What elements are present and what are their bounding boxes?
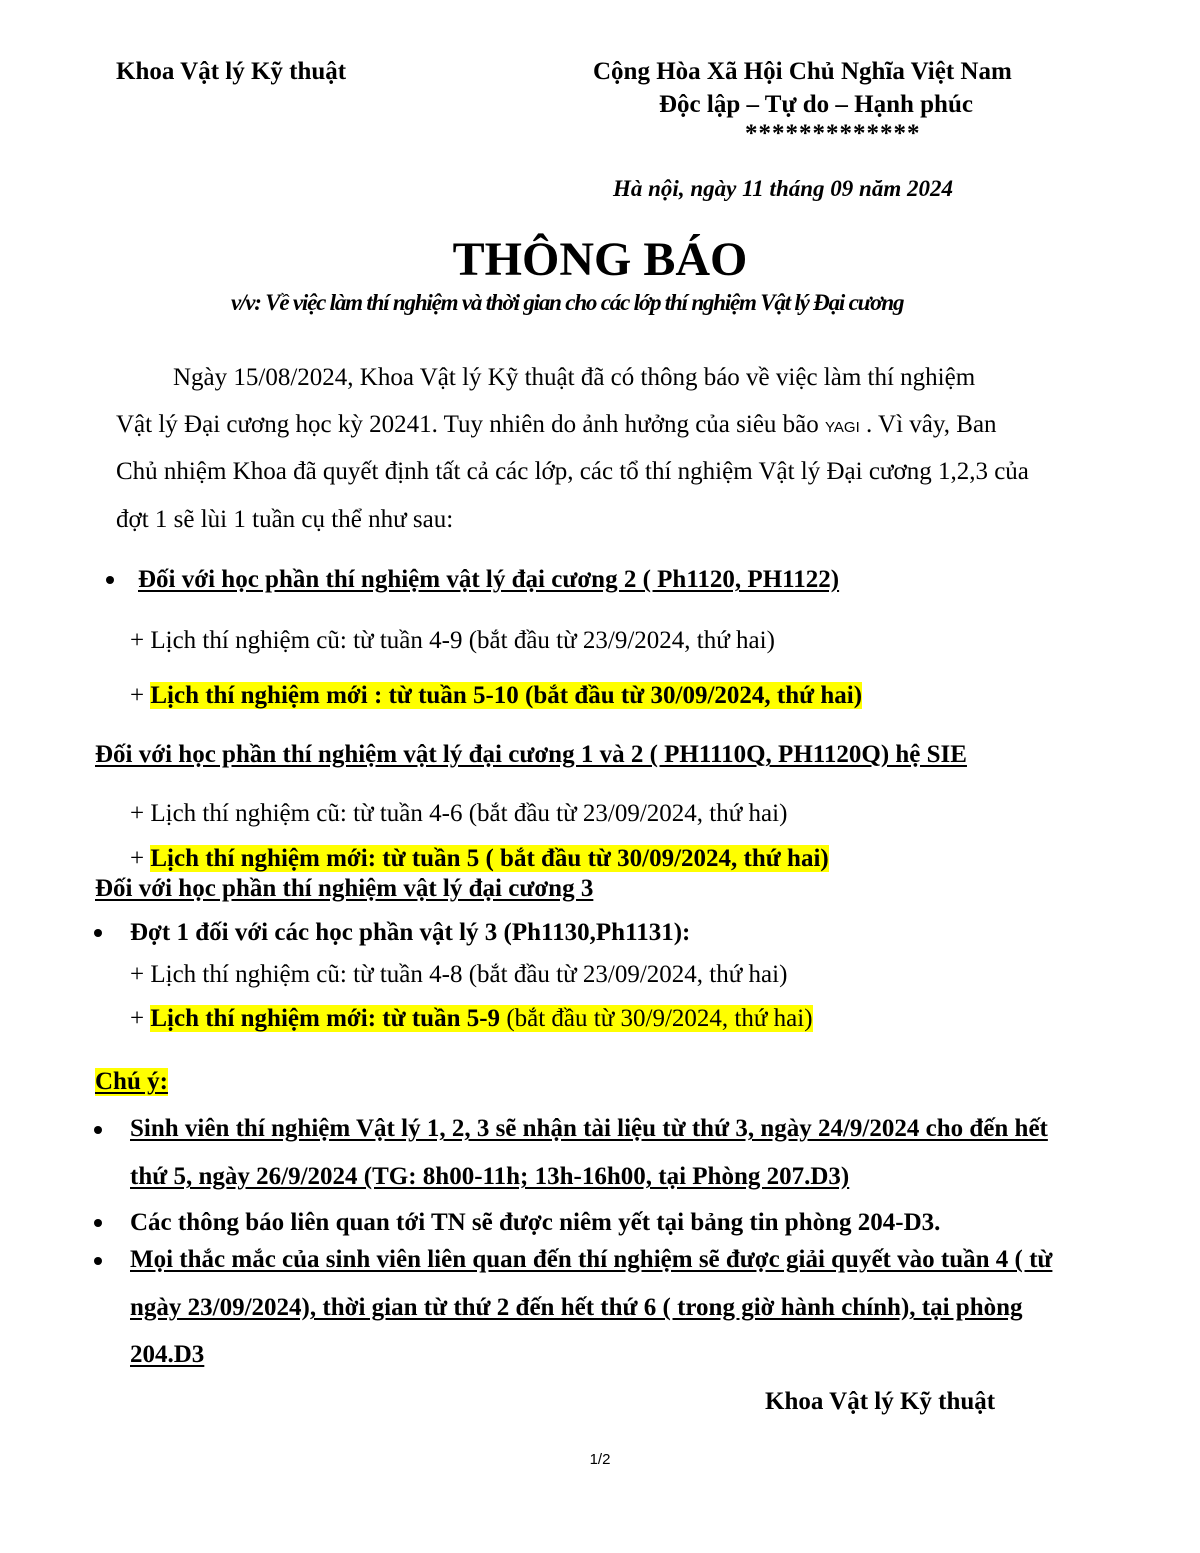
section1-old-schedule: + Lịch thí nghiệm cũ: từ tuần 4-9 (bắt đầu từ 23/9/2024, thứ hai): [130, 627, 775, 654]
page-title: THÔNG BÁO: [452, 233, 748, 286]
note-heading: Chú ý:: [95, 1068, 168, 1095]
intro-line-4: đợt 1 sẽ lùi 1 tuần cụ thể như sau:: [116, 506, 454, 533]
signature: Khoa Vật lý Kỹ thuật: [765, 1388, 996, 1415]
bullet-icon: [94, 929, 102, 937]
section3-bullet: Đợt 1 đối với các học phần vật lý 3 (Ph1130,Ph1131):: [130, 919, 691, 946]
page-number: 1/2: [589, 1451, 611, 1468]
bullet-icon: [94, 1257, 102, 1265]
section3-heading: Đối với học phần thí nghiệm vật lý đại cương 3: [95, 875, 594, 902]
intro-line-1: Ngày 15/08/2024, Khoa Vật lý Kỹ thuật đã có thông báo về việc làm thí nghiệm: [173, 364, 976, 391]
section1-new-schedule: + Lịch thí nghiệm mới : từ tuần 5-10 (bắt đầu từ 30/09/2024, thứ hai): [130, 682, 863, 709]
header-stars: *************: [745, 120, 921, 147]
storm-name: YAGI: [825, 419, 860, 436]
note-item-2: Các thông báo liên quan tới TN sẽ được niêm yết tại bảng tin phòng 204-D3.: [130, 1209, 941, 1236]
section2-new-schedule: + Lịch thí nghiệm mới: từ tuần 5 ( bắt đầu từ 30/09/2024, thứ hai): [130, 845, 829, 872]
page-subtitle: v/v: Về việc làm thí nghiệm và thời gian cho các lớp thí nghiệm Vật lý Đại cương: [231, 290, 904, 315]
section3-old-schedule: + Lịch thí nghiệm cũ: từ tuần 4-8 (bắt đầu từ 23/09/2024, thứ hai): [130, 961, 788, 988]
note-item-3-line-2: ngày 23/09/2024), thời gian từ thứ 2 đến hết thứ 6 ( trong giờ hành chính), tại phòng: [130, 1294, 1023, 1321]
note-item-3-line-3: 204.D3: [130, 1341, 205, 1368]
note-item-1-line-1: Sinh viên thí nghiệm Vật lý 1, 2, 3 sẽ nhận tài liệu từ thứ 3, ngày 24/9/2024 cho đến hết: [130, 1115, 1048, 1142]
intro-line-3: Chủ nhiệm Khoa đã quyết định tất cả các lớp, các tổ thí nghiệm Vật lý Đại cương 1,2,3 của: [116, 458, 1029, 485]
section1-heading: Đối với học phần thí nghiệm vật lý đại cương 2 ( Ph1120, PH1122): [138, 566, 840, 593]
section2-heading: Đối với học phần thí nghiệm vật lý đại cương 1 và 2 ( PH1110Q, PH1120Q) hệ SIE: [95, 741, 967, 768]
section3-new-schedule: + Lịch thí nghiệm mới: từ tuần 5-9 (bắt đầu từ 30/9/2024, thứ hai): [130, 1005, 813, 1032]
bullet-icon: [94, 1219, 102, 1227]
note-item-1-line-2: thứ 5, ngày 26/9/2024 (TG: 8h00-11h; 13h-16h00, tại Phòng 207.D3): [130, 1163, 850, 1190]
bullet-icon: [106, 576, 114, 584]
header-date: Hà nội, ngày 11 tháng 09 năm 2024: [613, 176, 953, 201]
header-motto: Độc lập – Tự do – Hạnh phúc: [659, 91, 973, 118]
header-faculty: Khoa Vật lý Kỹ thuật: [116, 58, 347, 85]
note-item-3-line-1: Mọi thắc mắc của sinh viên liên quan đến thí nghiệm sẽ được giải quyết vào tuần 4 ( từ: [130, 1246, 1053, 1273]
header-country: Cộng Hòa Xã Hội Chủ Nghĩa Việt Nam: [593, 58, 1012, 85]
bullet-icon: [94, 1126, 102, 1134]
intro-line-2: Vật lý Đại cương học kỳ 20241. Tuy nhiên do ảnh hưởng của siêu bão YAGI . Vì vây, Ban: [116, 411, 997, 438]
section2-old-schedule: + Lịch thí nghiệm cũ: từ tuần 4-6 (bắt đầu từ 23/09/2024, thứ hai): [130, 800, 788, 827]
